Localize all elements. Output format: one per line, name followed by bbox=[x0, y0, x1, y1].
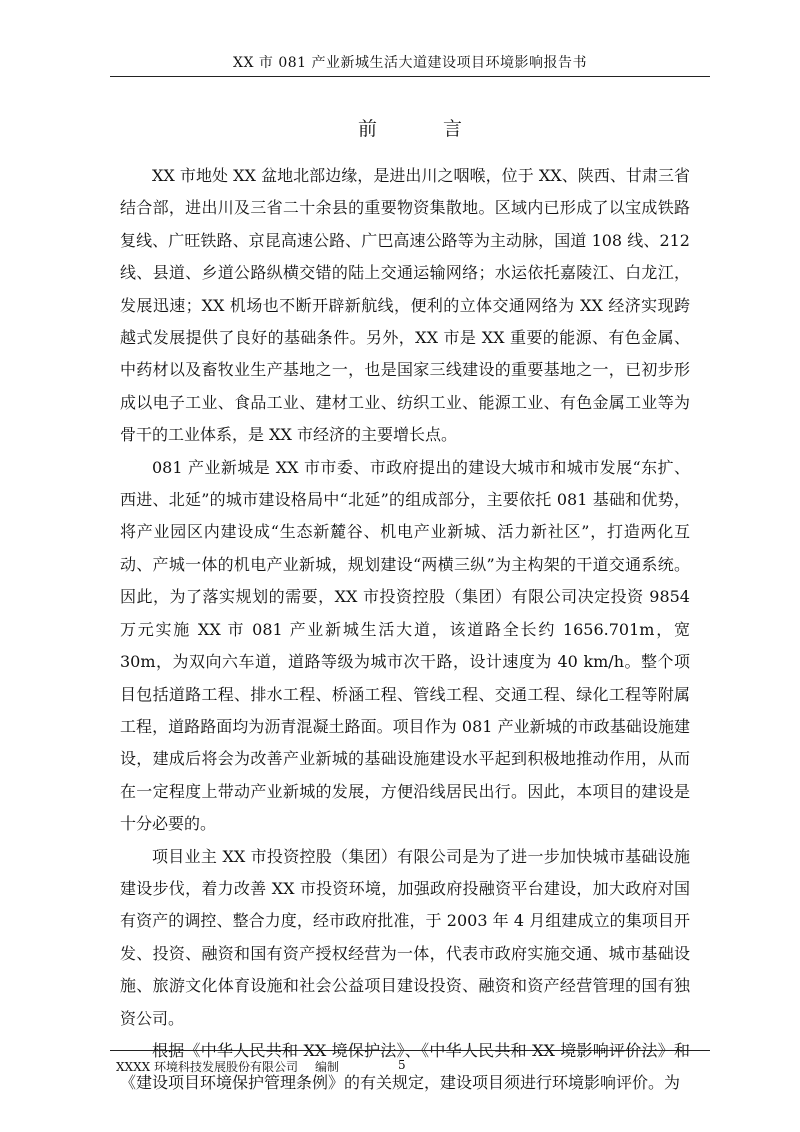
paragraph-1: XX 市地处 XX 盆地北部边缘，是进出川之咽喉，位于 XX、陕西、甘肃三省结合部，进出川及三省二十余县的重要物资集散地。区域内已形成了以宝成铁路复线、广旺铁路、京昆高速公路、广巴高速公路等为主动脉，国道 108 线、212 线、县道、乡道公路纵横交错的陆上交通运输网络；水运依托嘉陵江、白龙江，发展迅速；XX 机场也不断开辟新航线，便利的立体交通网络为 XX 经济实现跨越式发展提供了良好的基础条件。另外，XX 市是 XX 重要的能源、有色金属、中药材以及畜牧业生产基地之一，也是国家三线建设的重要基地之一，已初步形成以电子工业、食品工业、建材工业、纺织工业、能源工业、有色金属工业等为骨干的工业体系，是 XX 市经济的主要增长点。 bbox=[120, 166, 690, 445]
section-title: 前 言 bbox=[357, 118, 493, 140]
paragraph-4: 根据《中华人民共和 XX 境保护法》、《中华人民共和 XX 境影响评价法》和《建设项目环境保护管理条例》的有关规定，建设项目须进行环境影响评价。为 bbox=[120, 1040, 690, 1093]
page-number: 5 bbox=[398, 1058, 406, 1072]
running-header: XX 市 081 产业新城生活大道建设项目环境影响报告书 bbox=[232, 55, 587, 71]
footer-role: 编制 bbox=[315, 1060, 340, 1074]
footer-divider bbox=[110, 1050, 710, 1051]
header-divider bbox=[110, 76, 710, 77]
paragraph-3: 项目业主 XX 市投资控股（集团）有限公司是为了进一步加快城市基础设施建设步伐，着力改善 XX 市投资环境，加强政府投融资平台建设，加大政府对国有资产的调控、整合力度，经市政府批准，于 2003 年 4 月组建成立的集项目开发、投资、融资和国有资产授权经营为一体，代表市政府实施交通、城市基础设施、旅游文化体育设施和社会公益项目建设投资、融资和资产经营管理的国有独资公司。 bbox=[120, 846, 690, 1028]
paragraph-2: 081 产业新城是 XX 市市委、市政府提出的建设大城市和城市发展“东扩、西进、北延”的城市建设格局中“北延”的组成部分，主要依托 081 基础和优势，将产业园区内建设成“生态新麓谷、机电产业新城、活力新社区”，打造两化互动、产城一体的机电产业新城，规划建设“两横三纵”为主构架的干道交通系统。因此，为了落实规划的需要，XX 市投资控股（集团）有限公司决定投资 9854 万元实施 XX 市 081 产业新城生活大道，该道路全长约 1656.701m，宽 30m，为双向六车道，道路等级为城市次干路，设计速度为 40 km/h。整个项目包括道路工程、排水工程、桥涵工程、管线工程、交通工程、绿化工程等附属工程，道路路面均为沥青混凝土路面。项目作为 081 产业新城的市政基础设施建设，建成后将会为改善产业新城的基础设施建设水平起到积极地推动作用，从而在一定程度上带动产业新城的发展，方便沿线居民出行。因此，本项目的建设是十分必要的。 bbox=[120, 457, 690, 834]
footer-company: XXXX 环境科技发展股份有限公司 bbox=[116, 1060, 298, 1074]
body-text bbox=[120, 160, 690, 1100]
